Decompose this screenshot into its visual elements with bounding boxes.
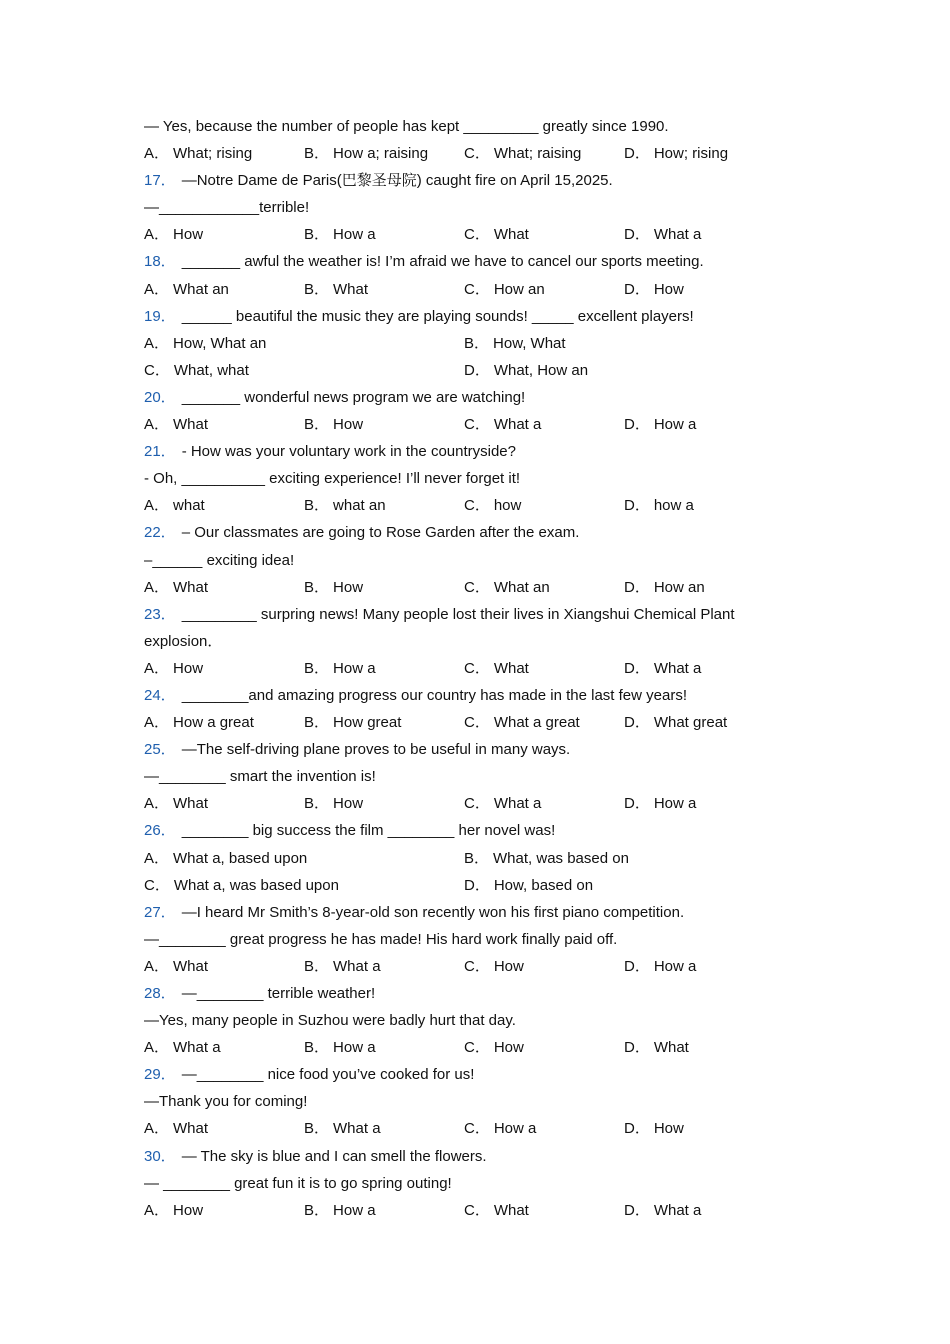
question-text: — ________ great fun it is to go spring outing! [144,1174,452,1192]
question-block [144,167,784,248]
options-row [144,492,784,519]
option-letter: B． [304,145,330,163]
option-letter: A． [144,659,170,677]
question-stem [144,899,784,926]
option-c [464,574,624,601]
option-letter: D． [624,795,650,813]
option-d [624,411,784,438]
option-d [464,872,784,899]
option-text: What [173,795,209,813]
option-text: How [173,226,204,244]
question-block [144,1061,784,1142]
option-text: How, based on [493,876,594,894]
option-text: What a [653,659,702,677]
question-text: - How was your voluntary work in the countryside? [181,443,516,461]
option-letter: D． [624,1039,650,1057]
option-letter: C． [464,1201,490,1219]
option-text: What [493,226,529,244]
option-text: what an [333,497,386,515]
question-text: – Our classmates are going to Rose Garden after the exam. [181,524,580,542]
question-block [144,817,784,898]
option-a [144,1034,304,1061]
option-letter: B． [304,280,330,298]
question-block [144,248,784,302]
option-letter: B． [304,1120,330,1138]
option-text: What a [493,416,542,434]
question-line [144,194,784,221]
question-number: 26． [144,822,176,840]
options-row [144,953,784,980]
option-b [304,221,464,248]
option-a [144,1115,304,1142]
option-text: What, How an [493,361,589,379]
option-a [144,221,304,248]
option-text: What a great [493,714,580,732]
options-row [144,357,784,384]
question-block [144,980,784,1061]
option-c [464,221,624,248]
question-list [144,167,784,1224]
question-number: 27． [144,903,176,921]
option-letter: B． [304,416,330,434]
option-text: What a [333,1120,381,1138]
option-c [464,953,624,980]
option-c [144,357,464,384]
option-b [304,1197,464,1224]
option-a [144,1197,304,1224]
question-text: —Notre Dame de Paris(巴黎圣母院) caught fire on April 15,2025. [181,172,613,190]
option-text: How [653,280,684,298]
option-a [144,574,304,601]
question-block [144,682,784,736]
option-text: How a [653,957,697,975]
question-number: 19． [144,307,176,325]
option-letter: A． [144,1039,170,1057]
option-a [144,845,464,872]
option-text: What a [333,957,381,975]
question-number: 23． [144,605,176,623]
option-letter: A． [144,145,170,163]
question-block [144,384,784,438]
option-text: What a [653,1201,702,1219]
options-row [144,221,784,248]
question-stem [144,519,784,546]
option-b [304,276,464,303]
option-c [464,276,624,303]
question-stem [144,1143,784,1170]
option-a [144,140,304,167]
option-text: What an [173,280,229,298]
option-letter: A． [144,226,170,244]
question-line [144,465,784,492]
question-block [144,1143,784,1224]
option-letter: C． [464,280,490,298]
question-text: ______ beautiful the music they are playing sounds! _____ excellent players! [181,307,694,325]
option-letter: A． [144,280,170,298]
question-block [144,736,784,817]
question-number: 29． [144,1066,176,1084]
option-a [144,330,464,357]
option-b [304,1034,464,1061]
question-number: 30． [144,1147,176,1165]
options-row [144,574,784,601]
option-b [304,574,464,601]
options-row [144,276,784,303]
question-text: —The self-driving plane proves to be useful in many ways. [181,741,571,759]
option-text: How an [493,280,545,298]
option-text: How an [653,578,705,596]
question-number: 25． [144,741,176,759]
option-c [144,872,464,899]
options-row [144,1034,784,1061]
question-text: —________ nice food you’ve cooked for us! [181,1066,475,1084]
option-letter: A． [144,1201,170,1219]
options-row [144,845,784,872]
option-letter: A． [144,1120,170,1138]
option-a [144,411,304,438]
option-text: What [493,659,529,677]
option-letter: A． [144,578,170,596]
question-stem [144,384,784,411]
question-number: 24． [144,686,176,704]
option-text: What; rising [173,145,253,163]
question-line [144,926,784,953]
option-text: What [173,578,209,596]
option-text: What a, based upon [173,849,308,867]
option-letter: C． [464,714,490,732]
options-row [144,411,784,438]
option-text: How a [653,795,697,813]
option-d [624,1034,784,1061]
option-text: How a; raising [333,145,429,163]
option-letter: B． [304,957,330,975]
option-letter: D． [464,876,490,894]
question-stem [144,736,784,763]
option-letter: B． [304,226,330,244]
option-text: How [653,1120,684,1138]
question-line [144,628,784,655]
question-stem [144,682,784,709]
option-b [304,411,464,438]
option-text: how [493,497,522,515]
option-text: How [173,659,204,677]
option-letter: D． [464,361,490,379]
option-letter: C． [464,226,490,244]
option-text: What a [173,1039,221,1057]
option-letter: C． [464,1039,490,1057]
question-text: ________ big success the film ________ her novel was! [181,822,556,840]
option-d [624,1197,784,1224]
question-text: ________and amazing progress our country has made in the last few years! [181,686,687,704]
option-letter: A． [144,849,170,867]
option-a [144,655,304,682]
options-row [144,330,784,357]
question-text: explosion． [144,632,223,650]
option-d [624,221,784,248]
option-text: How [493,1039,524,1057]
question-stem [144,303,784,330]
option-b [304,140,464,167]
question-number: 18． [144,253,176,271]
option-b [304,1115,464,1142]
question-number: 21． [144,443,176,461]
option-text: How a [493,1120,537,1138]
option-d [624,790,784,817]
option-text: What a [493,795,542,813]
question-text: - Oh, __________ exciting experience! I’ll never forget it! [144,470,521,488]
option-letter: D． [624,145,650,163]
option-a [144,953,304,980]
option-letter: B． [304,497,330,515]
option-text: What a, was based upon [173,876,339,894]
option-c [464,709,624,736]
option-text: What, what [173,361,249,379]
option-d [624,1115,784,1142]
option-letter: B． [304,1039,330,1057]
option-c [464,1115,624,1142]
option-letter: C． [144,361,170,379]
question-line [144,763,784,790]
option-c [464,790,624,817]
option-a [144,709,304,736]
lead-in-line: — Yes, because the number of people has kept _________ greatly since 1990. [144,118,669,135]
option-d [624,709,784,736]
option-text: What an [493,578,550,596]
question-text: —Thank you for coming! [144,1093,308,1111]
option-letter: B． [304,714,330,732]
option-letter: C． [464,416,490,434]
option-c [464,1034,624,1061]
option-letter: A． [144,795,170,813]
lead-in-options [144,140,784,167]
option-text: How a [333,659,376,677]
option-letter: D． [624,1120,650,1138]
question-number: 28． [144,985,176,1002]
question-text: —I heard Mr Smith’s 8-year-old son recently won his first piano competition. [181,903,685,921]
question-text: —________ terrible weather! [181,985,376,1002]
option-a [144,790,304,817]
option-letter: A． [144,497,170,515]
option-letter: A． [144,334,170,352]
question-line [144,1007,784,1034]
option-text: How [333,578,364,596]
option-letter: B． [304,1201,330,1219]
question-line [144,1088,784,1115]
option-letter: C． [464,497,490,515]
option-b [304,709,464,736]
question-stem [144,248,784,275]
question-number: 20． [144,388,176,406]
question-block [144,438,784,519]
option-text: How, What [493,334,566,352]
option-text: How [493,957,524,975]
option-text: What [653,1039,689,1057]
option-c [464,655,624,682]
option-b [304,655,464,682]
question-stem [144,1061,784,1088]
option-text: how a [653,497,694,515]
option-text: How a great [173,714,254,732]
question-text: — The sky is blue and I can smell the flowers. [181,1147,487,1165]
option-text: What [493,1201,529,1219]
question-text: –______ exciting idea! [144,551,295,569]
option-c [464,492,624,519]
question-text: _______ wonderful news program we are watching! [181,388,526,406]
option-letter: C． [464,145,490,163]
option-letter: B． [464,849,490,867]
option-d [464,357,784,384]
option-letter: A． [144,714,170,732]
options-row [144,655,784,682]
option-d [624,574,784,601]
option-letter: D． [624,714,650,732]
question-block [144,519,784,600]
option-text: How a [333,1201,376,1219]
option-letter: C． [464,578,490,596]
option-text: What; raising [493,145,582,163]
option-d [624,276,784,303]
option-letter: B． [304,795,330,813]
option-b [464,330,784,357]
question-stem [144,817,784,844]
option-text: What, was based on [493,849,629,867]
question-block [144,303,784,384]
option-letter: D． [624,416,650,434]
option-letter: D． [624,226,650,244]
options-row [144,790,784,817]
option-text: What [173,1120,209,1138]
question-number: 17． [144,172,176,190]
option-letter: B． [464,334,490,352]
question-text: —________ smart the invention is! [144,768,376,786]
option-text: what [173,497,205,515]
option-letter: D． [624,957,650,975]
option-text: What great [653,714,728,732]
option-text: What [173,416,209,434]
option-text: How a [333,1039,376,1057]
option-text: How [173,1201,204,1219]
question-stem [144,167,784,194]
option-c [464,411,624,438]
question-stem [144,601,784,628]
option-text: How a [333,226,376,244]
option-c [464,1197,624,1224]
options-row [144,709,784,736]
question-stem [144,438,784,465]
option-d [624,655,784,682]
option-text: How [333,416,364,434]
option-letter: C． [144,876,170,894]
option-d [624,140,784,167]
question-text: _______ awful the weather is! I’m afraid we have to cancel our sports meeting. [181,253,704,271]
question-block [144,601,784,682]
option-d [624,953,784,980]
option-text: How [333,795,364,813]
option-text: How, What an [173,334,267,352]
options-row [144,1197,784,1224]
option-text: What [173,957,209,975]
question-text: —____________terrible! [144,199,310,217]
options-row [144,1115,784,1142]
option-b [464,845,784,872]
option-text: How; rising [653,145,729,163]
option-text: How a [653,416,697,434]
option-letter: D． [624,280,650,298]
option-letter: C． [464,795,490,813]
question-line [144,547,784,574]
question-block [144,899,784,980]
worksheet [144,113,784,1224]
option-a [144,492,304,519]
option-c [464,140,624,167]
question-stem [144,980,784,1007]
option-letter: C． [464,659,490,677]
options-row [144,872,784,899]
question-text: —________ great progress he has made! His hard work finally paid off. [144,930,618,948]
option-letter: D． [624,659,650,677]
option-letter: C． [464,957,490,975]
option-letter: A． [144,957,170,975]
option-letter: D． [624,1201,650,1219]
option-letter: D． [624,497,650,515]
option-d [624,492,784,519]
option-b [304,953,464,980]
option-text: What [333,280,369,298]
question-line [144,1170,784,1197]
option-b [304,492,464,519]
option-text: What a [653,226,702,244]
question-text: —Yes, many people in Suzhou were badly hurt that day. [144,1012,516,1030]
question-text: _________ surpring news! Many people lost their lives in Xiangshui Chemical Plant [181,605,735,623]
option-letter: B． [304,578,330,596]
option-letter: A． [144,416,170,434]
option-letter: D． [624,578,650,596]
option-letter: C． [464,1120,490,1138]
option-a [144,276,304,303]
question-number: 22． [144,524,176,542]
option-text: How great [333,714,402,732]
option-letter: B． [304,659,330,677]
option-b [304,790,464,817]
